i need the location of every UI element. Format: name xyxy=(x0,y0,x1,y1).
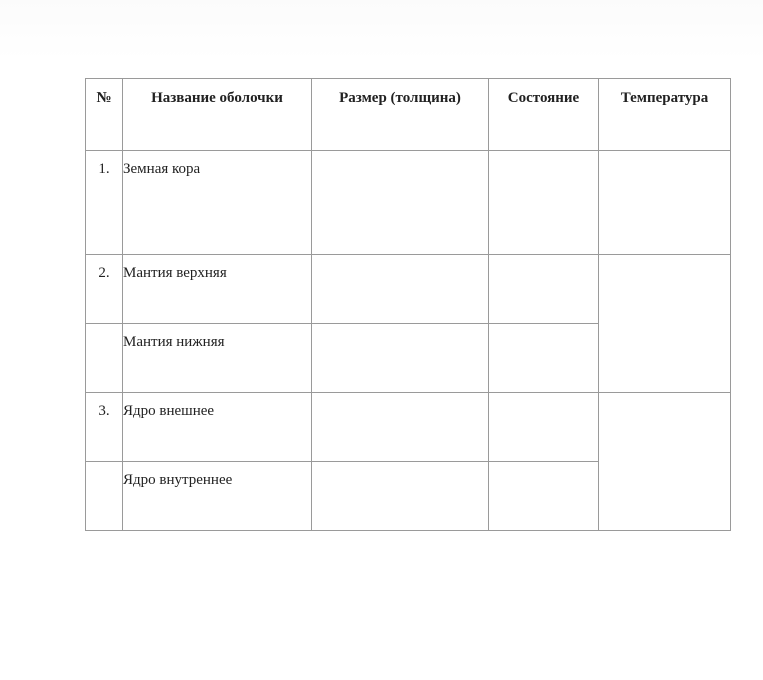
row-size-cell[interactable] xyxy=(312,393,489,462)
row-number xyxy=(86,324,123,393)
row-temperature-cell-mantle[interactable] xyxy=(599,255,731,393)
table-header-row xyxy=(86,79,731,151)
row-size-cell[interactable] xyxy=(312,324,489,393)
row-shell-name: Ядро внутреннее xyxy=(123,462,312,531)
row-shell-name: Земная кора xyxy=(123,151,312,255)
row-shell-name: Ядро внешнее xyxy=(123,393,312,462)
earth-shells-table xyxy=(85,78,731,531)
row-state-cell[interactable] xyxy=(489,151,599,255)
header-size: Размер (толщина) xyxy=(312,79,489,151)
table-row xyxy=(86,255,731,324)
row-size-cell[interactable] xyxy=(312,255,489,324)
row-shell-name: Мантия верхняя xyxy=(123,255,312,324)
row-number xyxy=(86,462,123,531)
header-number: № xyxy=(86,79,123,151)
header-state: Состояние xyxy=(489,79,599,151)
row-number: 2. xyxy=(86,255,123,324)
header-temperature: Температура xyxy=(599,79,731,151)
header-shell-name: Название оболочки xyxy=(123,79,312,151)
row-size-cell[interactable] xyxy=(312,151,489,255)
row-number: 1. xyxy=(86,151,123,255)
row-state-cell[interactable] xyxy=(489,255,599,324)
table-row xyxy=(86,151,731,255)
row-shell-name: Мантия нижняя xyxy=(123,324,312,393)
row-state-cell[interactable] xyxy=(489,324,599,393)
row-temperature-cell[interactable] xyxy=(599,151,731,255)
row-number: 3. xyxy=(86,393,123,462)
row-size-cell[interactable] xyxy=(312,462,489,531)
row-temperature-cell-core[interactable] xyxy=(599,393,731,531)
row-state-cell[interactable] xyxy=(489,393,599,462)
table-row xyxy=(86,393,731,462)
row-state-cell[interactable] xyxy=(489,462,599,531)
